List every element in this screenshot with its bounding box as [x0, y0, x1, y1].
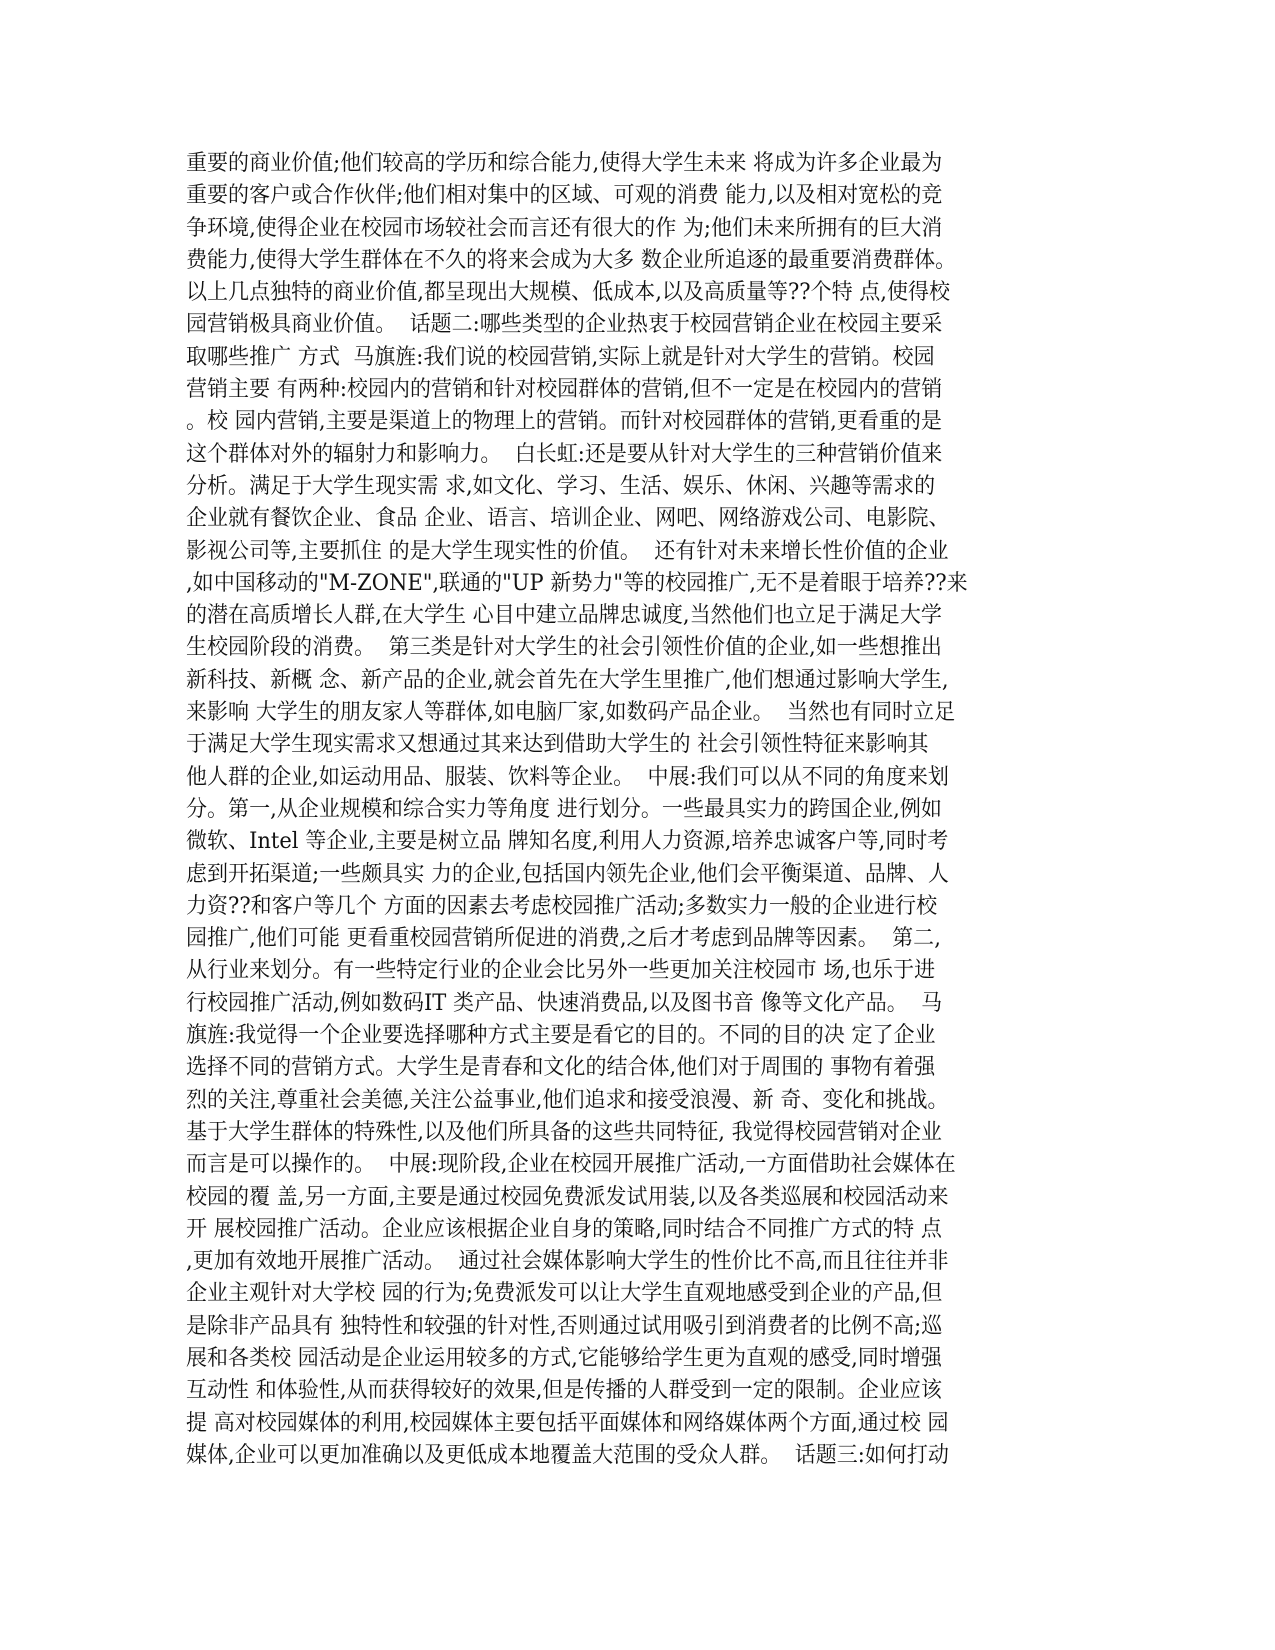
text-line: 企业就有餐饮企业、食品 企业、语言、培训企业、网吧、网络游戏公司、电影院、 — [186, 506, 950, 532]
text-line: 。校 园内营销,主要是渠道上的物理上的营销。而针对校园群体的营销,更看重的是 — [186, 409, 942, 435]
text-line: 互动性 和体验性,从而获得较好的效果,但是传播的人群受到一定的限制。企业应该 — [186, 1378, 942, 1404]
text-line: 新科技、新概 念、新产品的企业,就会首先在大学生里推广,他们想通过影响大学生, — [186, 667, 949, 693]
text-line: 营销主要 有两种:校园内的营销和针对校园群体的营销,但不一定是在校园内的营销 — [186, 377, 943, 403]
text-line: 媒体,企业可以更加准确以及更低成本地覆盖大范围的受众人群。 话题三:如何打动 — [186, 1442, 949, 1468]
text-line: 力资??和客户等几个 方面的因素去考虑校园推广活动;多数实力一般的企业进行校 — [186, 893, 938, 919]
text-line: 重要的客户或合作伙伴;他们相对集中的区域、可观的消费 能力,以及相对宽松的竞 — [186, 183, 943, 209]
text-line: 分析。满足于大学生现实需 求,如文化、学习、生活、娱乐、休闲、兴趣等需求的 — [186, 473, 936, 499]
text-line: ,如中国移动的"M-ZONE",联通的"UP 新势力"等的校园推广,无不是着眼于培养??来 — [186, 570, 968, 596]
text-line: 争环境,使得企业在校园市场较社会而言还有很大的作 为;他们未来所拥有的巨大消 — [186, 215, 943, 241]
text-line: 而言是可以操作的。 中展:现阶段,企业在校园开展推广活动,一方面借助社会媒体在 — [186, 1152, 956, 1178]
text-line: 选择不同的营销方式。大学生是青春和文化的结合体,他们对于周围的 事物有着强 — [186, 1055, 936, 1081]
text-line: 从行业来划分。有一些特定行业的企业会比另外一些更加关注校园市 场,也乐于进 — [186, 958, 936, 984]
text-line: 来影响 大学生的朋友家人等群体,如电脑厂家,如数码产品企业。 当然也有同时立足 — [186, 700, 956, 726]
text-line: 于满足大学生现实需求又想通过其来达到借助大学生的 社会引领性特征来影响其 — [186, 732, 929, 758]
text-line: 取哪些推广 方式 马旗旌:我们说的校园营销,实际上就是针对大学生的营销。校园 — [186, 344, 935, 370]
text-line: 展和各类校 园活动是企业运用较多的方式,它能够给学生更为直观的感受,同时增强 — [186, 1345, 942, 1371]
text-line: 开 展校园推广活动。企业应该根据企业自身的策略,同时结合不同推广方式的特 点 — [186, 1216, 942, 1242]
text-line: 这个群体对外的辐射力和影响力。 白长虹:还是要从针对大学生的三种营销价值来 — [186, 441, 943, 467]
body-text — [186, 148, 1086, 1472]
text-line: ,更加有效地开展推广活动。 通过社会媒体影响大学生的性价比不高,而且往往并非 — [186, 1249, 949, 1275]
text-line: 园推广,他们可能 更看重校园营销所促进的消费,之后才考虑到品牌等因素。 第二, — [186, 926, 941, 952]
text-line: 分。第一,从企业规模和综合实力等角度 进行划分。一些最具实力的跨国企业,例如 — [186, 796, 942, 822]
text-line: 是除非产品具有 独特性和较强的针对性,否则通过试用吸引到消费者的比例不高;巡 — [186, 1313, 943, 1339]
text-line: 校园的覆 盖,另一方面,主要是通过校园免费派发试用装,以及各类巡展和校园活动来 — [186, 1184, 949, 1210]
text-line: 以上几点独特的商业价值,都呈现出大规模、低成本,以及高质量等??个特 点,使得校 — [186, 280, 951, 306]
text-line: 园营销极具商业价值。 话题二:哪些类型的企业热衷于校园营销企业在校园主要采 — [186, 312, 943, 338]
text-line: 企业主观针对大学校 园的行为;免费派发可以让大学生直观地感受到企业的产品,但 — [186, 1281, 943, 1307]
text-line: 烈的关注,尊重社会美德,关注公益事业,他们追求和接受浪漫、新 奇、变化和挑战。 — [186, 1087, 949, 1113]
text-line: 的潜在高质增长人群,在大学生 心目中建立品牌忠诚度,当然他们也立足于满足大学 — [186, 603, 942, 629]
text-line: 虑到开拓渠道;一些颇具实 力的企业,包括国内领先企业,他们会平衡渠道、品牌、人 — [186, 861, 949, 887]
text-line: 提 高对校园媒体的利用,校园媒体主要包括平面媒体和网络媒体两个方面,通过校 园 — [186, 1410, 949, 1436]
text-line: 影视公司等,主要抓住 的是大学生现实性的价值。 还有针对未来增长性价值的企业 — [186, 538, 949, 564]
text-line: 微软、Intel 等企业,主要是树立品 牌知名度,利用人力资源,培养忠诚客户等,同时考 — [186, 829, 949, 855]
text-line: 生校园阶段的消费。 第三类是针对大学生的社会引领性价值的企业,如一些想推出 — [186, 635, 942, 661]
text-line: 基于大学生群体的特殊性,以及他们所具备的这些共同特征, 我觉得校园营销对企业 — [186, 1119, 942, 1145]
text-line: 旗旌:我觉得一个企业要选择哪种方式主要是看它的目的。不同的目的决 定了企业 — [186, 1023, 936, 1049]
text-line: 行校园推广活动,例如数码IT 类产品、快速消费品,以及图书音 像等文化产品。 马 — [186, 990, 943, 1016]
text-line: 他人群的企业,如运动用品、服装、饮料等企业。 中展:我们可以从不同的角度来划 — [186, 764, 949, 790]
text-line: 重要的商业价值;他们较高的学历和综合能力,使得大学生未来 将成为许多企业最为 — [186, 151, 943, 176]
text-line: 费能力,使得大学生群体在不久的将来会成为大多 数企业所追逐的最重要消费群体。 — [186, 247, 957, 273]
